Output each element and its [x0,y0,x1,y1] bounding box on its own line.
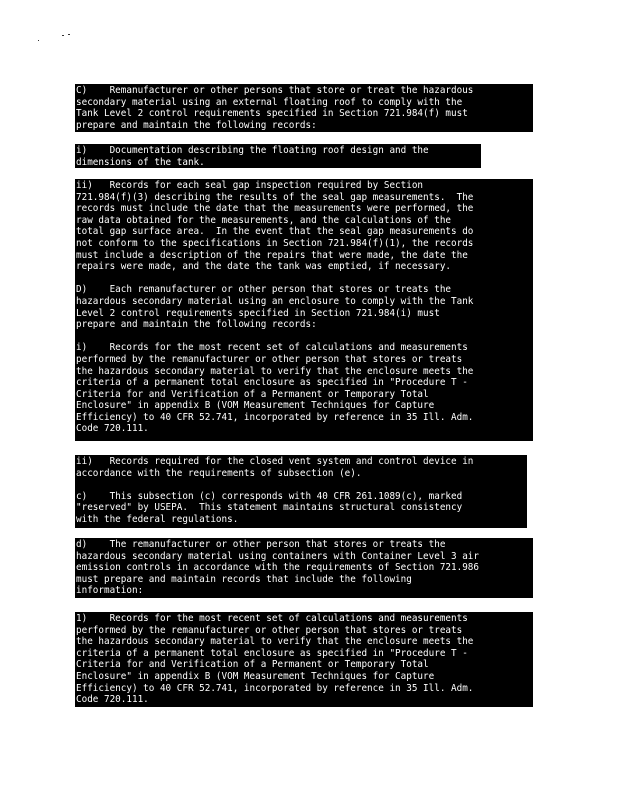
text-line: the hazardous secondary material to verify that the enclosure meets the [76,636,474,648]
text-line: 1) Records for the most recent set of calculations and measurements [76,613,468,624]
text-line: hazardous secondary material using containers with Container Level 3 air [76,550,479,562]
text-line: prepare and maintain the following records: [76,319,317,331]
text-line: Code 720.111. [76,423,149,435]
text-line: d) The remanufacturer or other person that stores or treats the [76,539,446,550]
text-line: Criteria for and Verification of a Permanent or Temporary Total [76,659,429,671]
text-line: dimensions of the tank. [76,156,205,168]
text-line: Efficiency) to 40 CFR 52.741, incorporated by reference in 35 Ill. Adm. [76,411,474,423]
text-line: c) This subsection (c) corresponds with 40 CFR 261.1089(c), marked [76,490,463,502]
text-line [76,479,527,491]
paragraph-block [75,455,527,528]
text-line: raw data obtained for the measurements, and the calculations of the [76,214,452,226]
text-line [76,331,533,343]
text-line: i) Documentation describing the floating roof design and the [76,145,429,156]
text-line: ii) Records required for the closed vent system and control device in [76,456,474,467]
scan-speck [38,40,39,41]
text-line: C) Remanufacturer or other persons that store or treat the hazardous [76,85,474,96]
text-line: Tank Level 2 control requirements specified in Section 721.984(f) must [76,108,468,120]
text-line: total gap surface area. In the event that the seal gap measurements do [76,226,474,238]
text-line: hazardous secondary material using an enclosure to comply with the Tank [76,295,474,307]
text-line: D) Each remanufacturer or other person that stores or treats the [76,284,452,296]
text-line: not conform to the specifications in Section 721.984(f)(1), the records [76,237,474,249]
text-line: Criteria for and Verification of a Permanent or Temporary Total [76,388,429,400]
text-line: Efficiency) to 40 CFR 52.741, incorporated by reference in 35 Ill. Adm. [76,682,474,694]
text-line: repairs were made, and the date the tank was emptied, if necessary. [76,261,452,273]
paragraph-block [75,144,481,168]
text-line: Code 720.111. [76,694,149,706]
text-line: Level 2 control requirements specified in Section 721.984(i) must [76,307,440,319]
text-line: criteria of a permanent total enclosure as specified in "Procedure T - [76,647,468,659]
text-line: information: [76,585,144,597]
text-line [76,273,533,285]
text-line: criteria of a permanent total enclosure as specified in "Procedure T - [76,377,468,389]
text-line: accordance with the requirements of subsection (e). [76,467,362,479]
paragraph-block [75,179,533,441]
text-line: must prepare and maintain records that include the following [76,573,412,585]
text-line: Enclosure" in appendix B (VOM Measurement Techniques for Capture [76,670,435,682]
text-line: Enclosure" in appendix B (VOM Measurement Techniques for Capture [76,400,435,412]
text-line: records must include the date that the measurements were performed, the [76,203,474,215]
text-line: ii) Records for each seal gap inspection required by Section [76,180,424,191]
text-line: the hazardous secondary material to verify that the enclosure meets the [76,365,474,377]
scan-speck [68,34,70,35]
paragraph-block [75,538,533,598]
text-line: emission controls in accordance with the requirements of Section 721.986 [76,562,479,574]
text-line: "reserved" by USEPA. This statement maintains structural consistency [76,502,463,514]
paragraph-block [75,84,533,132]
paragraph-block [75,612,533,707]
text-line: performed by the remanufacturer or other person that stores or treats [76,624,463,636]
text-line: with the federal regulations. [76,513,239,525]
text-line: i) Records for the most recent set of calculations and measurements [76,342,468,354]
text-line: must include a description of the repairs that were made, the date the [76,249,468,261]
scan-speck [62,35,64,36]
text-line: performed by the remanufacturer or other person that stores or treats [76,353,463,365]
text-line: prepare and maintain the following records: [76,119,317,131]
text-line: secondary material using an external floating roof to comply with the [76,96,463,108]
text-line: 721.984(f)(3) describing the results of the seal gap measurements. The [76,191,474,203]
